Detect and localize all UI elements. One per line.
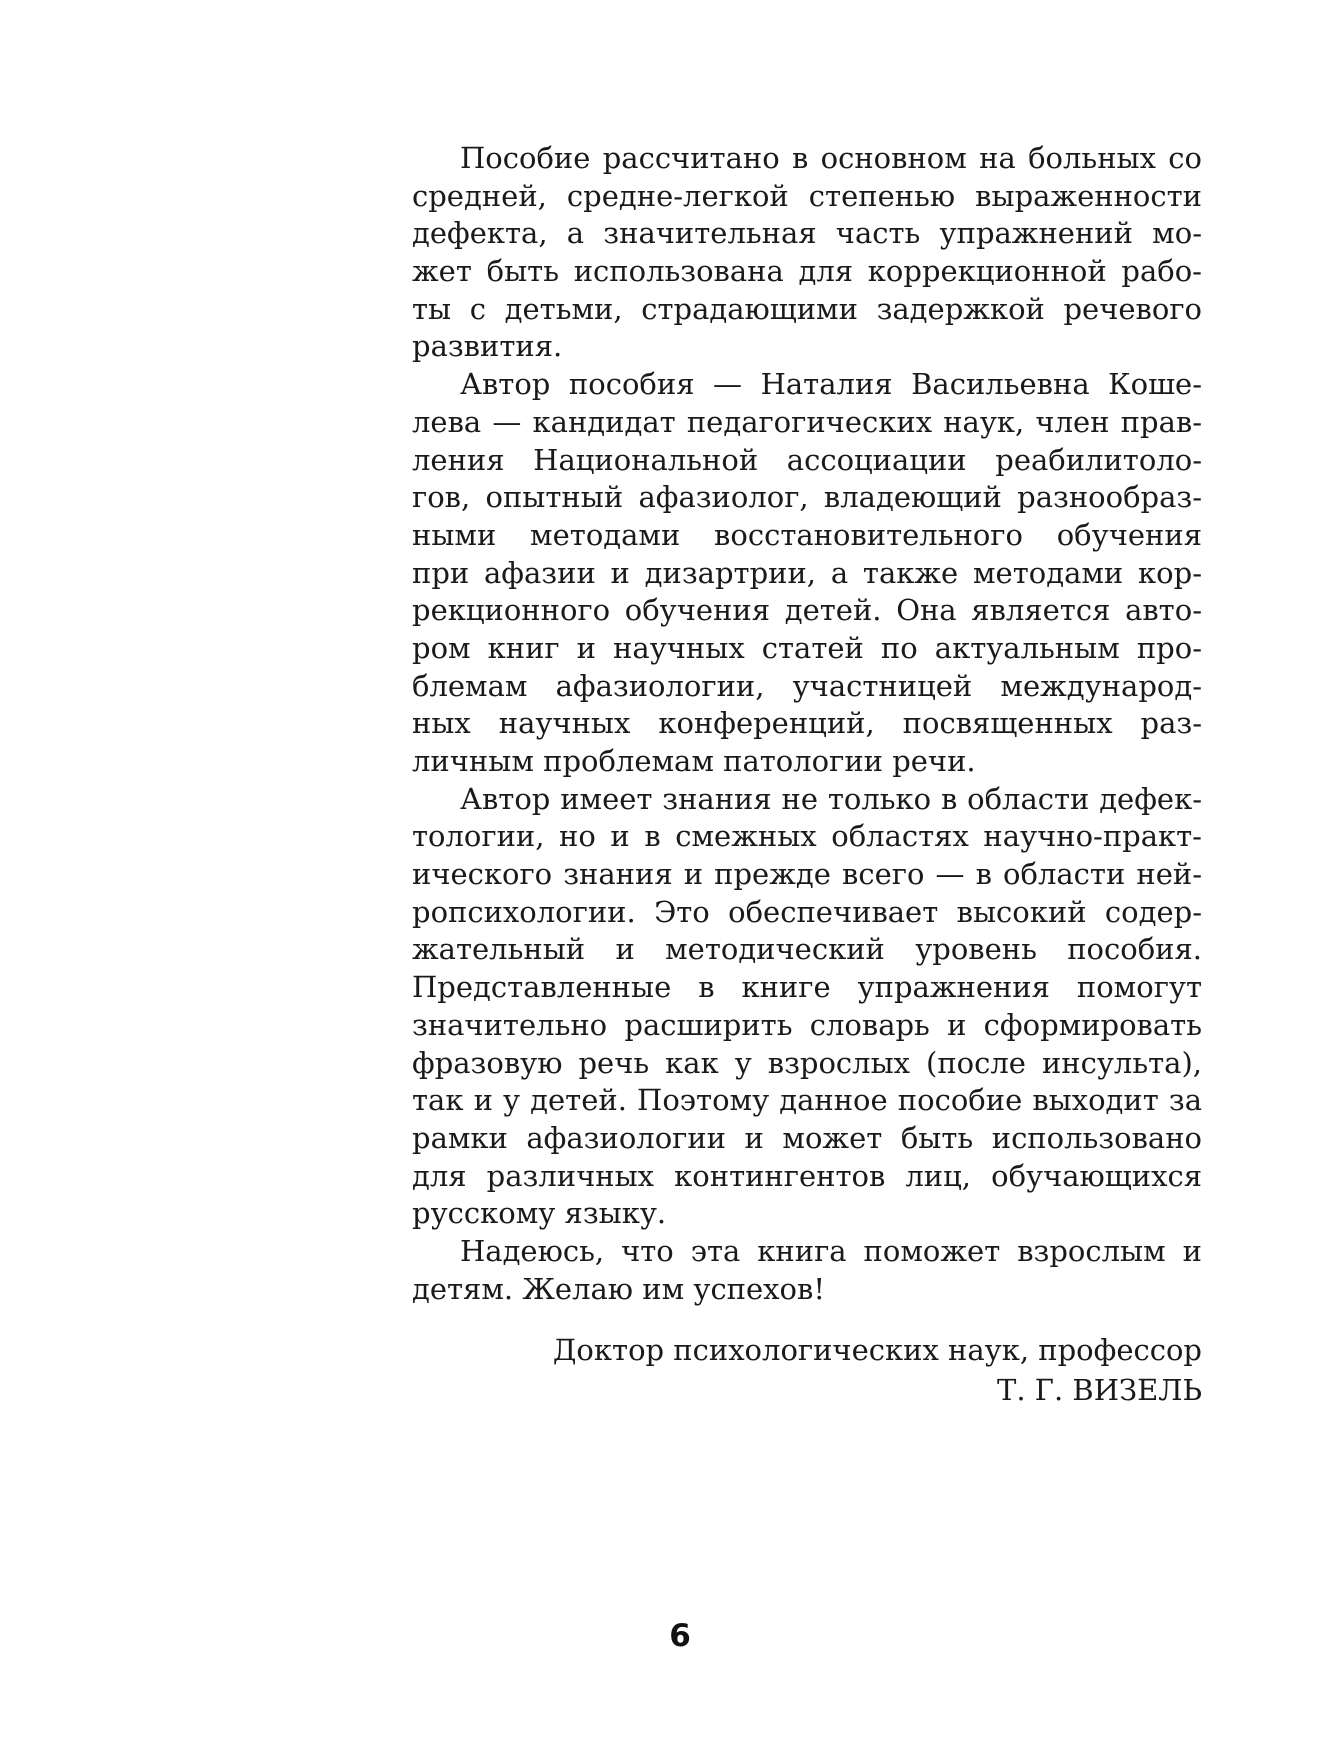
text-line: значительно расширить словарь и сформировать <box>412 1007 1202 1042</box>
text-line: ты с детьми, страдающими задержкой речевого <box>412 291 1202 326</box>
text-line: Автор имеет знания не только в области дефек- <box>460 781 1202 816</box>
text-line: жет быть использована для коррекционной рабо- <box>412 254 1202 289</box>
text-line: ления Национальной ассоциации реабилитоло- <box>412 442 1202 477</box>
text-line: Пособие рассчитано в основном на больных со <box>460 141 1202 175</box>
text-line: рамки афазиологии и может быть использовано <box>412 1120 1202 1155</box>
body-text <box>412 140 1202 1308</box>
text-line: русскому языку. <box>412 1196 667 1231</box>
paragraph <box>412 781 1202 1233</box>
text-line: лева — кандидат педагогических наук, член прав- <box>412 404 1202 439</box>
text-line: личным проблемам патологии речи. <box>412 744 976 778</box>
signature-name: Т. Г. ВИЗЕЛЬ <box>997 1373 1202 1407</box>
text-line: детям. Желаю им успехов! <box>412 1271 825 1306</box>
text-line: Представленные в книге упражнения помогут <box>412 970 1202 1005</box>
text-line: Автор пособия — Наталия Васильевна Коше- <box>460 367 1202 402</box>
text-line: средней, средне-легкой степенью выраженности <box>412 178 1202 213</box>
page-number: 6 <box>669 1618 691 1654</box>
text-line: для различных контингентов лиц, обучающихся <box>412 1158 1202 1193</box>
text-line: при афазии и дизартрии, а также методами кор- <box>412 555 1202 590</box>
text-line: тологии, но и в смежных областях научно-практ- <box>412 819 1202 854</box>
text-line: ных научных конференций, посвященных раз- <box>412 706 1202 741</box>
text-line: ропсихологии. Это обеспечивает высокий содер- <box>412 894 1202 929</box>
signature-title: Доктор психологических наук, профессор <box>552 1333 1202 1367</box>
text-line: Надеюсь, что эта книга поможет взрослым и <box>460 1233 1202 1268</box>
text-line: развития. <box>412 329 563 364</box>
text-line: ром книг и научных статей по актуальным про- <box>412 630 1202 665</box>
text-line: жательный и методический уровень пособия. <box>412 932 1202 967</box>
text-line: гов, опытный афазиолог, владеющий разнообраз- <box>412 480 1202 515</box>
text-line: блемам афазиологии, участницей международ- <box>412 668 1202 703</box>
paragraph <box>412 366 1202 781</box>
text-line: так и у детей. Поэтому данное пособие выходит за <box>412 1083 1202 1118</box>
paragraph <box>412 1233 1202 1308</box>
paragraph <box>412 140 1202 366</box>
text-line: ными методами восстановительного обучения <box>412 517 1202 552</box>
text-line: фразовую речь как у взрослых (после инсульта), <box>412 1045 1202 1080</box>
text-line: дефекта, а значительная часть упражнений мо- <box>412 216 1202 251</box>
text-line: ического знания и прежде всего — в области ней- <box>412 857 1202 892</box>
signature-block <box>553 1330 1202 1410</box>
text-line: рекционного обучения детей. Она является авто- <box>412 593 1202 628</box>
